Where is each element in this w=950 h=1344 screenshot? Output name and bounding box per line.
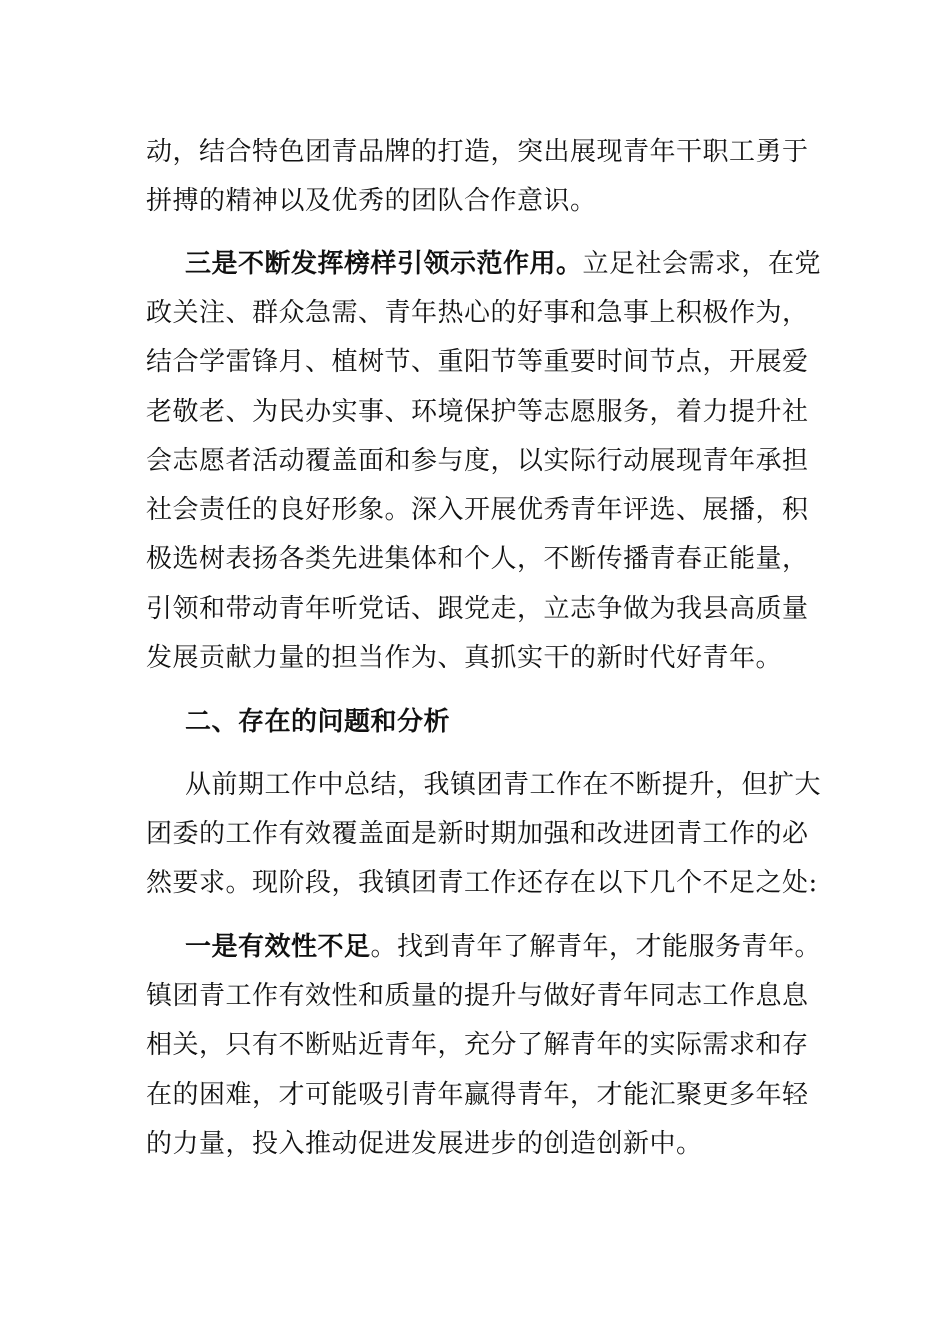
line-text: 发展贡献力量的担当作为、真抓实干的新时代好青年。: [146, 643, 783, 673]
line-text: 在的困难，才可能吸引青年赢得青年，才能汇聚更多年轻: [146, 1080, 809, 1110]
text-line: [146, 495, 809, 525]
line-text: 社会责任的良好形象。深入开展优秀青年评选、展播，积: [146, 495, 809, 525]
text-line: [146, 981, 809, 1011]
section-heading-text: 二、存在的问题和分析: [185, 707, 451, 737]
text-line: [146, 643, 782, 673]
line-text: 团委的工作有效覆盖面是新时期加强和改进团青工作的必: [146, 819, 809, 849]
paragraph-lead-bold: 一是有效性不足: [185, 932, 371, 962]
line-text: 会志愿者活动覆盖面和参与度，以实际行动展现青年承担: [146, 446, 809, 476]
text-line: [146, 298, 809, 328]
line-text: 极选树表扬各类先进集体和个人，不断传播青春正能量，: [146, 544, 809, 574]
text-line: [146, 186, 597, 216]
paragraph-start-line: [185, 770, 821, 800]
text-line: [146, 1080, 809, 1110]
line-text: 动，结合特色团青品牌的打造，突出展现青年干职工勇于: [146, 137, 809, 167]
section-heading: [185, 707, 450, 737]
line-text: 老敬老、为民办实事、环境保护等志愿服务，着力提升社: [146, 397, 809, 427]
text-line: [146, 594, 809, 624]
text-line: [146, 397, 809, 427]
line-text: 引领和带动青年听党话、跟党走，立志争做为我县高质量: [146, 594, 809, 624]
line-text: 结合学雷锋月、植树节、重阳节等重要时间节点，开展爱: [146, 347, 809, 377]
text-line: [146, 868, 818, 898]
text-line: [146, 1030, 809, 1060]
text-line: [146, 1129, 703, 1159]
line-text: 镇团青工作有效性和质量的提升与做好青年同志工作息息: [146, 981, 809, 1011]
text-line: [146, 544, 809, 574]
text-line: [146, 137, 809, 167]
line-text: 的力量，投入推动促进发展进步的创造创新中。: [146, 1129, 703, 1159]
line-text: 。找到青年了解青年，才能服务青年。: [370, 932, 822, 962]
line-text: 相关，只有不断贴近青年，充分了解青年的实际需求和存: [146, 1030, 809, 1060]
text-line: [146, 446, 809, 476]
line-text: 拼搏的精神以及优秀的团队合作意识。: [146, 186, 597, 216]
line-text: 政关注、群众急需、青年热心的好事和急事上积极作为，: [146, 298, 809, 328]
text-line: [146, 347, 809, 377]
line-text: 然要求。现阶段，我镇团青工作还存在以下几个不足之处:: [146, 868, 818, 898]
text-line: [146, 819, 809, 849]
line-text: 从前期工作中总结，我镇团青工作在不断提升，但扩大: [185, 770, 822, 800]
paragraph-start-line: [185, 249, 821, 279]
paragraph-start-line: [185, 932, 821, 962]
paragraph-lead-bold: 三是不断发挥榜样引领示范作用。: [185, 249, 583, 279]
line-text: 立足社会需求，在党: [582, 249, 822, 279]
